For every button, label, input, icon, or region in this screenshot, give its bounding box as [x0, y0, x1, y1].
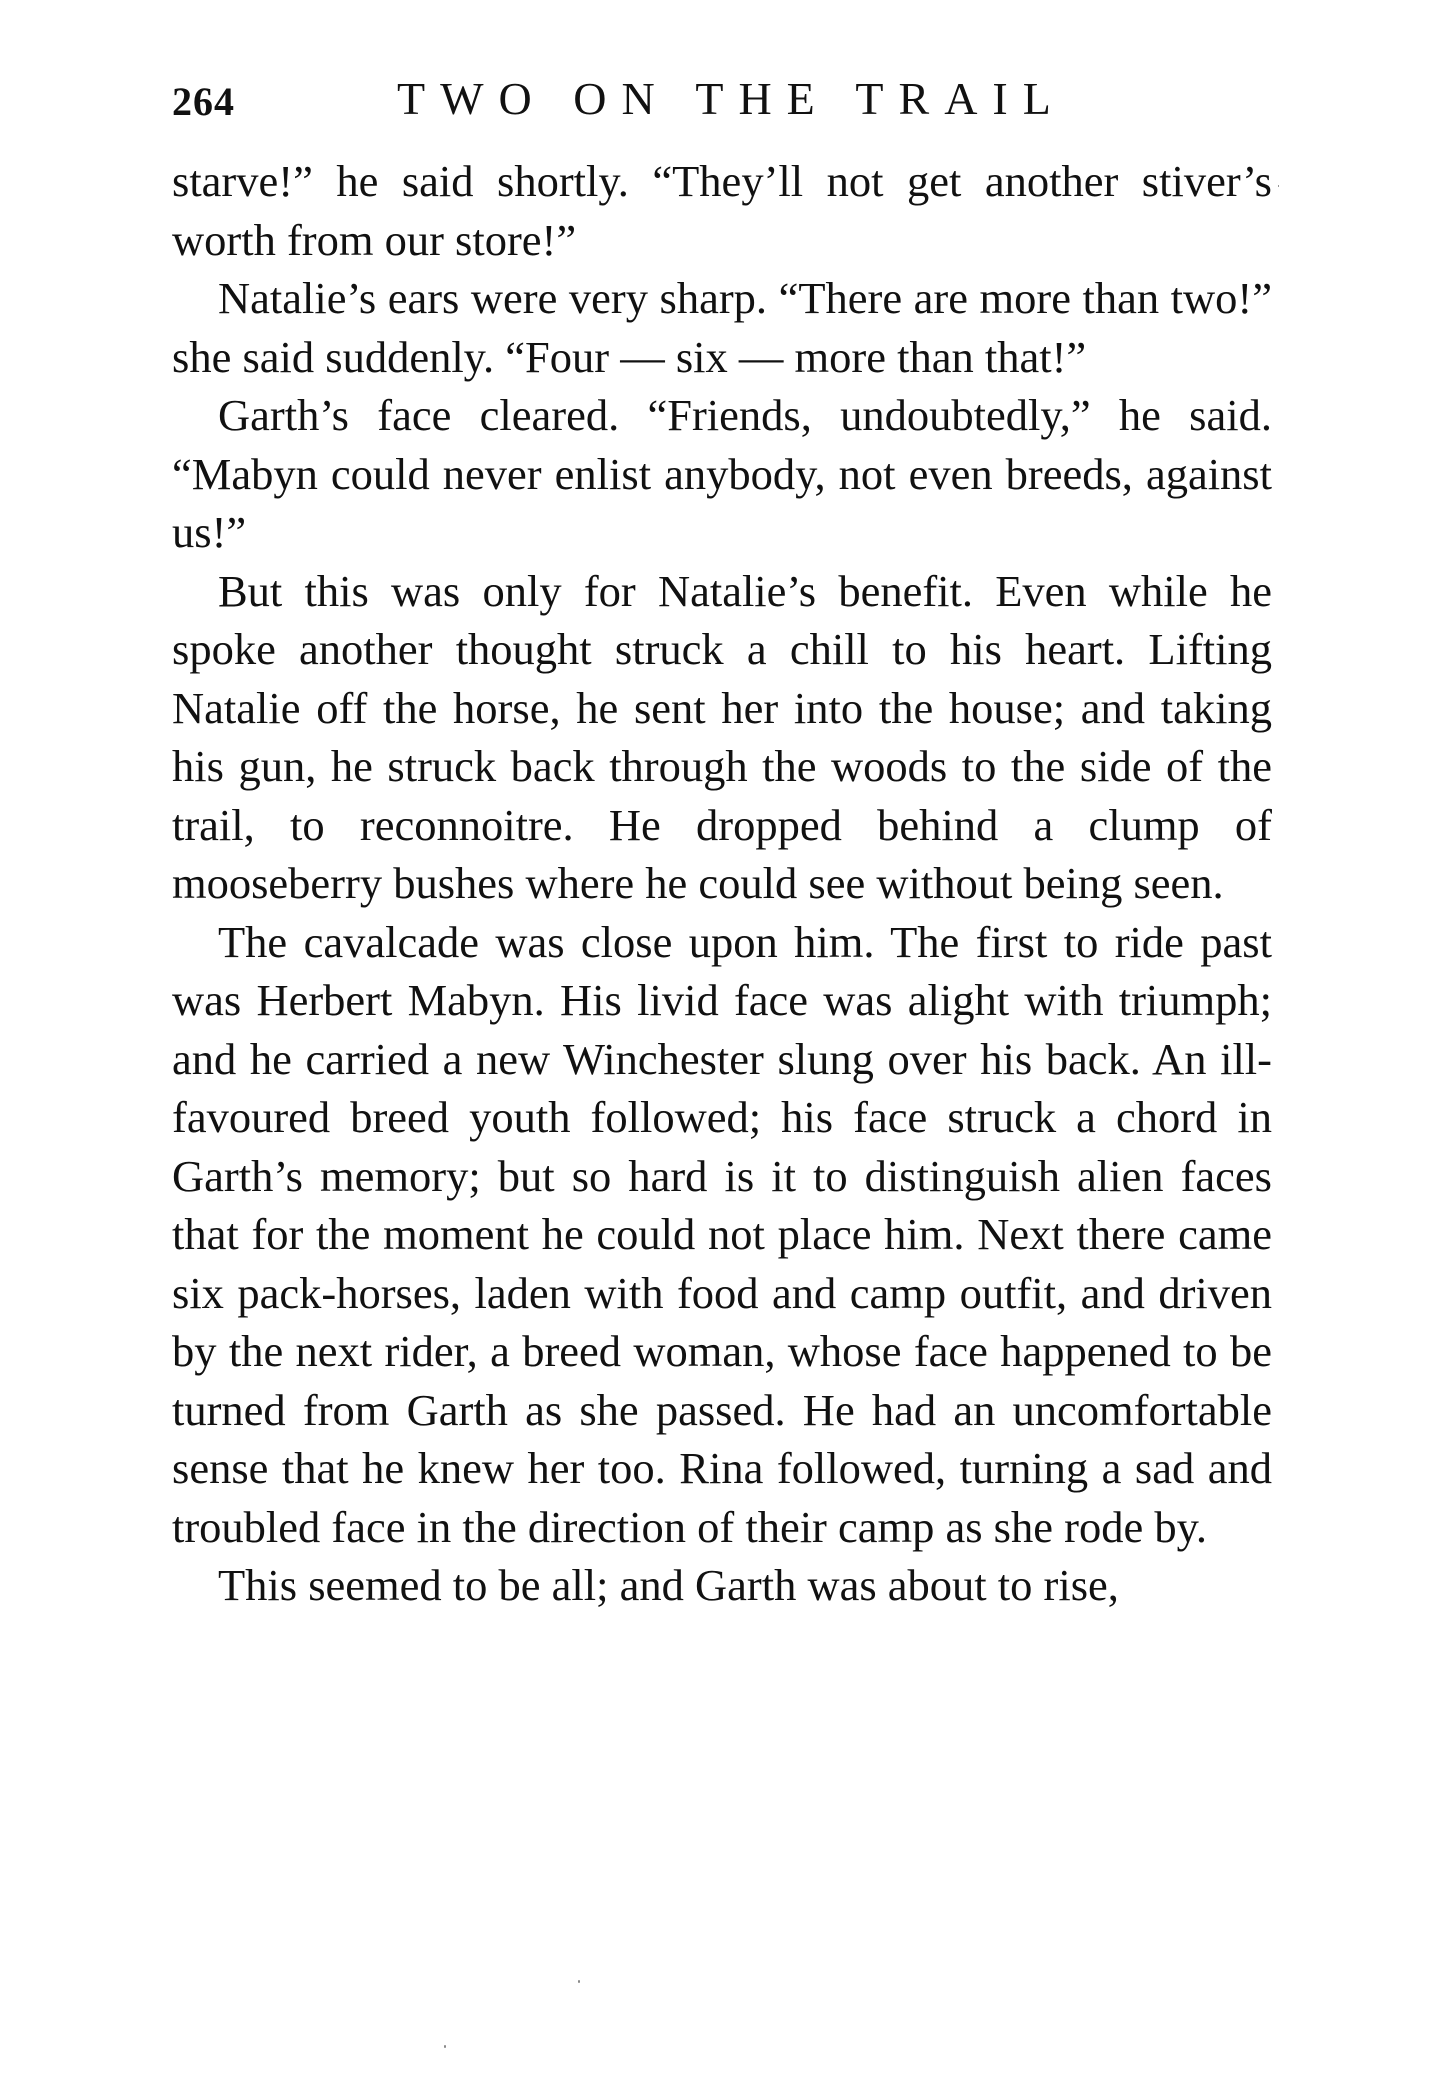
- paragraph-5: The cavalcade was close upon him. The first to ride past was Herbert Mabyn. His livid face was alight with triumph; and he carried a new Winchester slung over his back. An ill-favoured breed youth followed; his face struck a chord in Garth’s memory; but so hard is it to distinguish alien faces that for the moment he could not place him. Next there came six pack-horses, laden with food and camp outfit, and driven by the next rider, a breed woman, whose face happened to be turned from Garth as she passed. He had an uncomfortable sense that he knew her too. Rina followed, turning a sad and troubled face in the direction of their camp as she rode by.: [172, 916, 1272, 1552]
- paragraph-4: But this was only for Natalie’s benefit. Even while he spoke another thought struck a chill to his heart. Lifting Natalie off the horse, he sent her into the house; and taking his gun, he struck back through the woods to the side of the trail, to reconnoitre. He dropped behind a clump of mooseberry bushes where he could see without being seen.: [172, 565, 1272, 908]
- page-header: [172, 72, 1282, 132]
- page-number: 264: [172, 79, 235, 124]
- paragraph-6: This seemed to be all; and Garth was about to rise,: [218, 1560, 1119, 1610]
- paper-speck: [578, 1980, 580, 1983]
- paper-speck: [1278, 185, 1279, 187]
- paragraph-1: starve!” he said shortly. “They’ll not get another stiver’s worth from our store!”: [172, 156, 1272, 265]
- running-title: TWO ON THE TRAIL: [397, 73, 1066, 124]
- body-text: [172, 152, 1272, 1615]
- paragraph-3: Garth’s face cleared. “Friends, undoubtedly,” he said. “Mabyn could never enlist anybody, not even breeds, against us!”: [172, 390, 1272, 557]
- paragraph-2: Natalie’s ears were very sharp. “There are more than two!” she said suddenly. “Four — six — more than that!”: [172, 273, 1272, 382]
- paper-speck: [444, 2045, 446, 2048]
